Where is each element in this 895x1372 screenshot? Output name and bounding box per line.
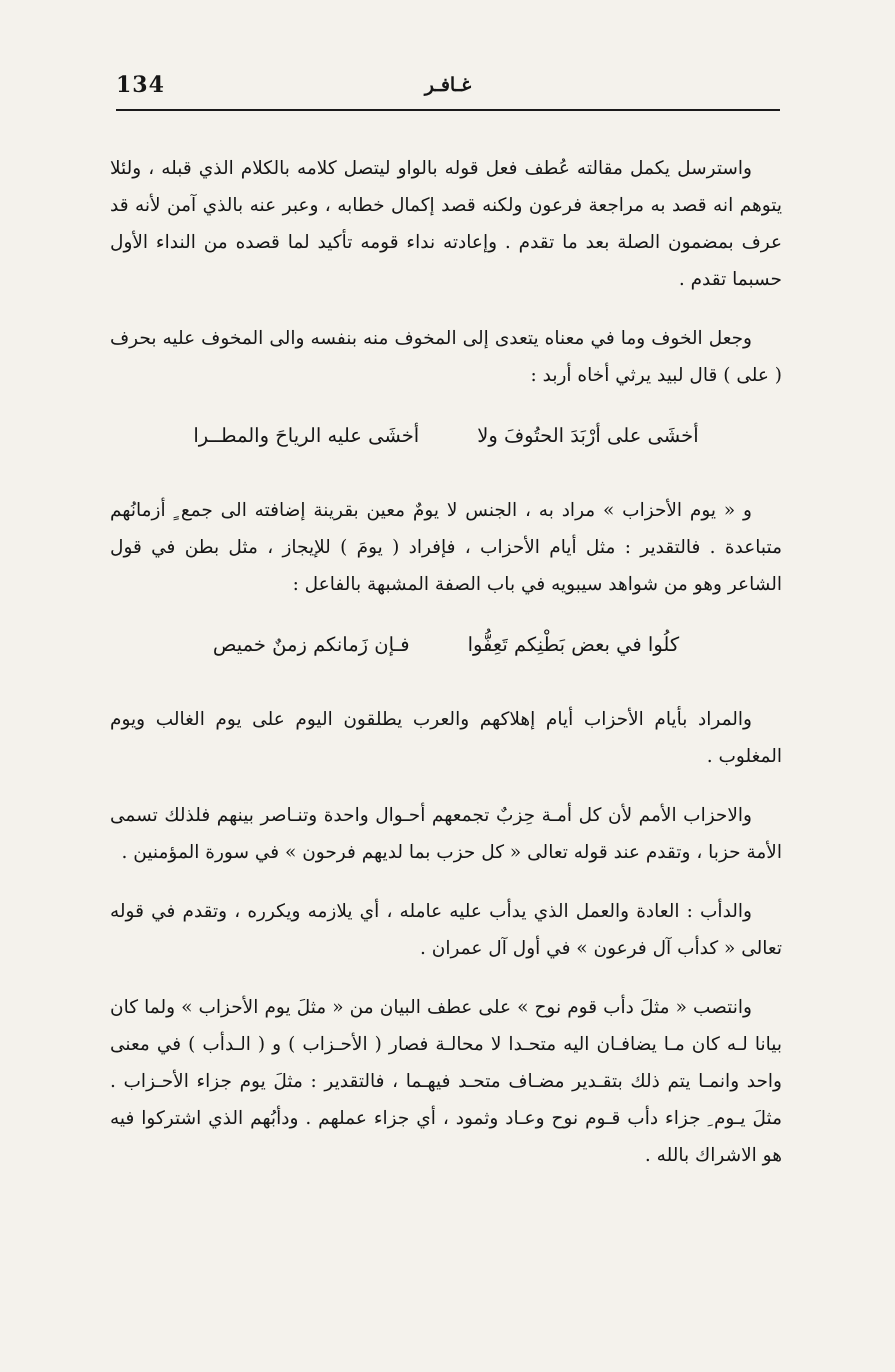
page-body bbox=[110, 150, 782, 1196]
paragraph-5: والاحزاب الأمم لأن كل أمـة حِزبٌ تجمعهم أحـوال واحدة وتنـاصر بينهم فلذلك تسمى الأمة حزبا ، وتقدم عند قوله تعالى « كل حزب بما لديهم فرحون » في سورة المؤمنين . bbox=[110, 805, 782, 863]
running-title: غـافـر bbox=[424, 74, 472, 96]
verse-2 bbox=[110, 625, 782, 665]
paragraph-6: والدأب : العادة والعمل الذي يدأب عليه عامله ، أي يلازمه ويكرره ، وتقدم في قوله تعالى « كدأب آل فرعون » في أول آل عمران . bbox=[110, 901, 782, 959]
page-header bbox=[116, 68, 780, 110]
page-number: 134 bbox=[116, 72, 165, 98]
paragraph-1: واسترسل يكمل مقالته عُطف فعل قوله بالواو ليتصل كلامه بالكلام الذي قبله ، ولئلا يتوهم انه قصد به مراجعة فرعون ولكنه قصد إكمال خطابه ، وعبر عنه بالذي آمن لأنه قد عرف بمضمون الصلة بعد ما تقدم . وإعادته نداء قومه تأكيد لما قصده من النداء الأول حسبما تقدم . bbox=[110, 158, 782, 290]
verse-1-second-hemistich: أخشَى عليه الرياحَ والمطــرا bbox=[193, 424, 420, 447]
verse-2-first-hemistich: كلُوا في بعض بَطْنِكم تَعِفُّوا bbox=[467, 633, 680, 656]
header-rule bbox=[116, 109, 780, 111]
paragraph-3: و « يوم الأحزاب » مراد به ، الجنس لا يومٌ معين بقرينة إضافته الى جمع ٍ أزمانُهم متباعدة . فالتقدير : مثل أيام الأحزاب ، فإفراد ( يومَ ) للإيجاز ، مثل بطن في قول الشاعر وهو من شواهد سيبويه في باب الصفة المشبهة بالفاعل : bbox=[110, 500, 782, 595]
paragraph-4: والمراد بأيام الأحزاب أيام إهلاكهم والعرب يطلقون اليوم على يوم الغالب ويوم المغلوب . bbox=[110, 709, 782, 767]
verse-2-second-hemistich: فـإن زَمانكم زمنٌ خميص bbox=[212, 633, 410, 656]
paragraph-2: وجعل الخوف وما في معناه يتعدى إلى المخوف منه بنفسه والى المخوف عليه بحرف ( على ) قال لبيد يرثي أخاه أربد : bbox=[110, 328, 782, 386]
paragraph-7: وانتصب « مثلَ دأب قوم نوح » على عطف البيان من « مثلَ يوم الأحزاب » ولما كان بيانا لـه كان مـا يضافـان اليه متحـدا لا محالـة فصار ( الأحـزاب ) و ( الـدأب ) في معنى واحد وانمـا يتم ذلك بتقـدير مضـاف متحـد فيهـما ، فالتقدير : مثلَ يوم جزاء الأحـزاب . مثلَ يـوم ِ جزاء دأب قـوم نوح وعـاد وثمود ، أي جزاء عملهم . ودأبُهم الذي اشتركوا فيه هو الاشراك بالله . bbox=[110, 997, 782, 1166]
verse-1 bbox=[110, 416, 782, 456]
verse-1-first-hemistich: أخشَى على أرْبَدَ الحتُوفَ ولا bbox=[477, 424, 699, 447]
